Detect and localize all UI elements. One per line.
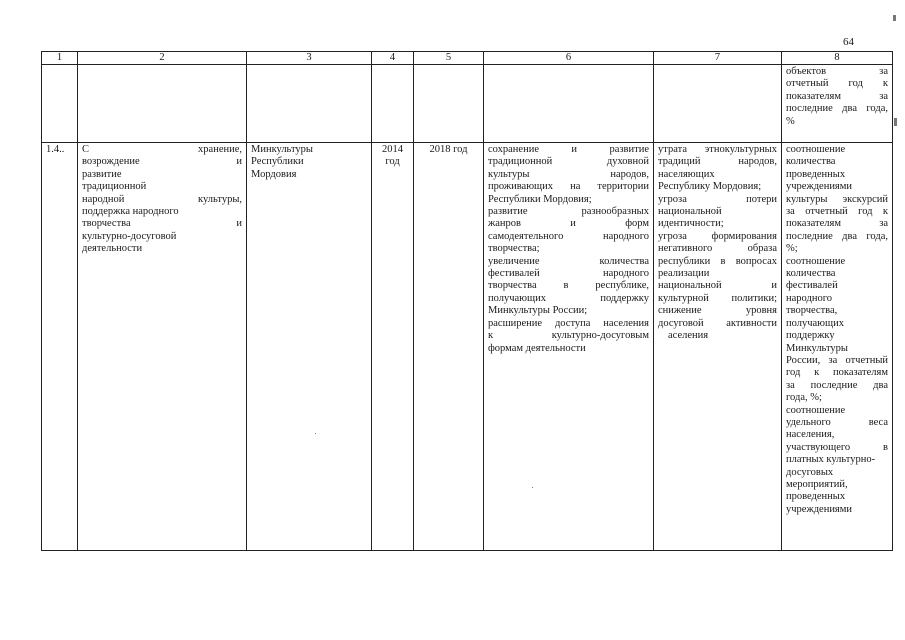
text-line: творчества и [82,218,242,230]
text-line: проведенных [786,491,846,503]
text-line: культуры народов, [488,168,649,180]
text-line: фестивалей [786,280,838,292]
text-line: культурной политики; [658,292,777,304]
text-line: С хранение, [82,144,242,155]
scan-speck [893,15,896,21]
row-number: 1.4.. [42,143,78,551]
text-line: населения, [786,429,835,441]
text-line: угроза потери [658,193,777,205]
cont-cell-2 [78,65,247,143]
text-line: года, %; [786,392,822,404]
text-line: народного [786,292,832,304]
text-line: Республику Мордовия; [658,181,762,193]
program-table [41,51,893,551]
text-line: соотношение [786,255,846,267]
text-line: развитие [82,168,122,180]
text-line: Минкультуры [786,342,848,354]
text-line: досуговой активности [658,317,777,329]
text-line: объектов за [786,66,888,77]
text-line: проживающих на территории [488,181,649,193]
text-line: реализации [658,268,710,280]
text-line: поддержка народного [82,206,179,218]
cont-cell-3 [247,65,372,143]
text-line: за отчетный год к [786,206,888,218]
text-line: год [385,156,400,168]
header-cell-2: 2 [78,52,247,65]
expected-result-cell [484,143,654,551]
text-line: получающих [786,317,844,329]
text-line: поддержку [786,330,835,342]
text-line: досуговых [786,466,834,478]
text-line: фестивалей народного [488,268,649,280]
text-line: творчества; [488,243,540,255]
text-line: культуры экскурсий [786,193,888,205]
text-line: % [786,115,795,127]
text-line: творчества в республике, [488,280,649,292]
cont-cell-4 [372,65,414,143]
header-cell-1: 1 [42,52,78,65]
end-year-cell: 2018 год [414,143,484,551]
cont-cell-7 [654,65,782,143]
cont-cell-8-indicators [782,65,893,143]
text-line: получающих поддержку [488,292,649,304]
text-line: отчетный год к [786,78,888,90]
text-line: деятельности [82,243,143,255]
text-line: за последние два [786,379,888,391]
header-cell-8: 8 [782,52,893,65]
cont-cell-6 [484,65,654,143]
text-line: утрата этнокультурных [658,144,777,155]
text-line: Минкультуры России; [488,305,588,317]
text-line: республики в вопросах [658,255,777,267]
text-line: снижение уровня [658,305,777,317]
text-line: учреждениями [786,181,853,193]
text-line: развитие разнообразных [488,206,649,218]
text-line: показателям за [786,90,888,102]
text-line: соотношение [786,144,846,155]
header-row [42,52,893,65]
main-row [42,143,893,551]
indicator-cell [782,143,893,551]
scan-speck [315,433,316,434]
text-line: национальной и [658,280,777,292]
text-line: творчества, [786,305,838,317]
text-line: культурно-досуговой [82,230,177,242]
scan-speck [532,487,533,488]
text-line: самодеятельного народного [488,230,649,242]
text-line: проведенных [786,168,846,180]
header-cell-5: 5 [414,52,484,65]
executor-cell [247,143,372,551]
text-line: формам деятельности [488,342,586,354]
header-cell-7: 7 [654,52,782,65]
text-line: жанров и форм [488,218,649,230]
text-line: к культурно-досуговым [488,330,649,342]
text-line: платных культурно- [786,454,876,466]
text-line: количества [786,156,836,168]
page-number: 64 [843,36,854,48]
text-line: соотношение [786,404,846,416]
text-line: количества [786,268,836,280]
text-line: 2014 [382,144,403,155]
cont-cell-5 [414,65,484,143]
text-line: негативного образа [658,243,777,255]
start-year-cell [372,143,414,551]
text-line: участвующего в [786,441,888,453]
text-line: последние два года, [786,103,888,115]
text-line: мероприятий, [786,478,848,490]
continuation-row [42,65,893,143]
text-line: традиций народов, [658,156,777,168]
text-line: идентичности; [658,218,724,230]
text-line: Минкультуры [251,144,313,155]
scan-speck [894,118,897,126]
text-line: год к показателям [786,367,888,379]
text-line: возрождение и [82,156,242,168]
measure-name-cell [78,143,247,551]
text-line: расширение доступа населения [488,317,649,329]
text-line: России, за отчетный [786,354,888,366]
text-line: традиционной [82,181,147,193]
text-line: аселения [668,330,709,342]
text-line: удельного веса [786,416,888,428]
text-line: населяющих [658,168,715,180]
text-line: народной культуры, [82,193,242,205]
text-line: %; [786,243,798,255]
text-line: сохранение и развитие [488,144,649,155]
header-cell-3: 3 [247,52,372,65]
text-line: традиционной духовной [488,156,649,168]
text-line: учреждениями [786,503,853,515]
risk-cell [654,143,782,551]
header-cell-4: 4 [372,52,414,65]
text-line: Мордовия [251,168,297,180]
text-line: увеличение количества [488,255,649,267]
text-line: Республики Мордовия; [488,193,592,205]
header-cell-6: 6 [484,52,654,65]
cont-cell-1 [42,65,78,143]
text-line: показателям за [786,218,888,230]
text-line: последние два года, [786,230,888,242]
text-line: национальной [658,206,722,218]
text-line: Республики [251,156,304,168]
text-line: угроза формирования [658,230,777,242]
